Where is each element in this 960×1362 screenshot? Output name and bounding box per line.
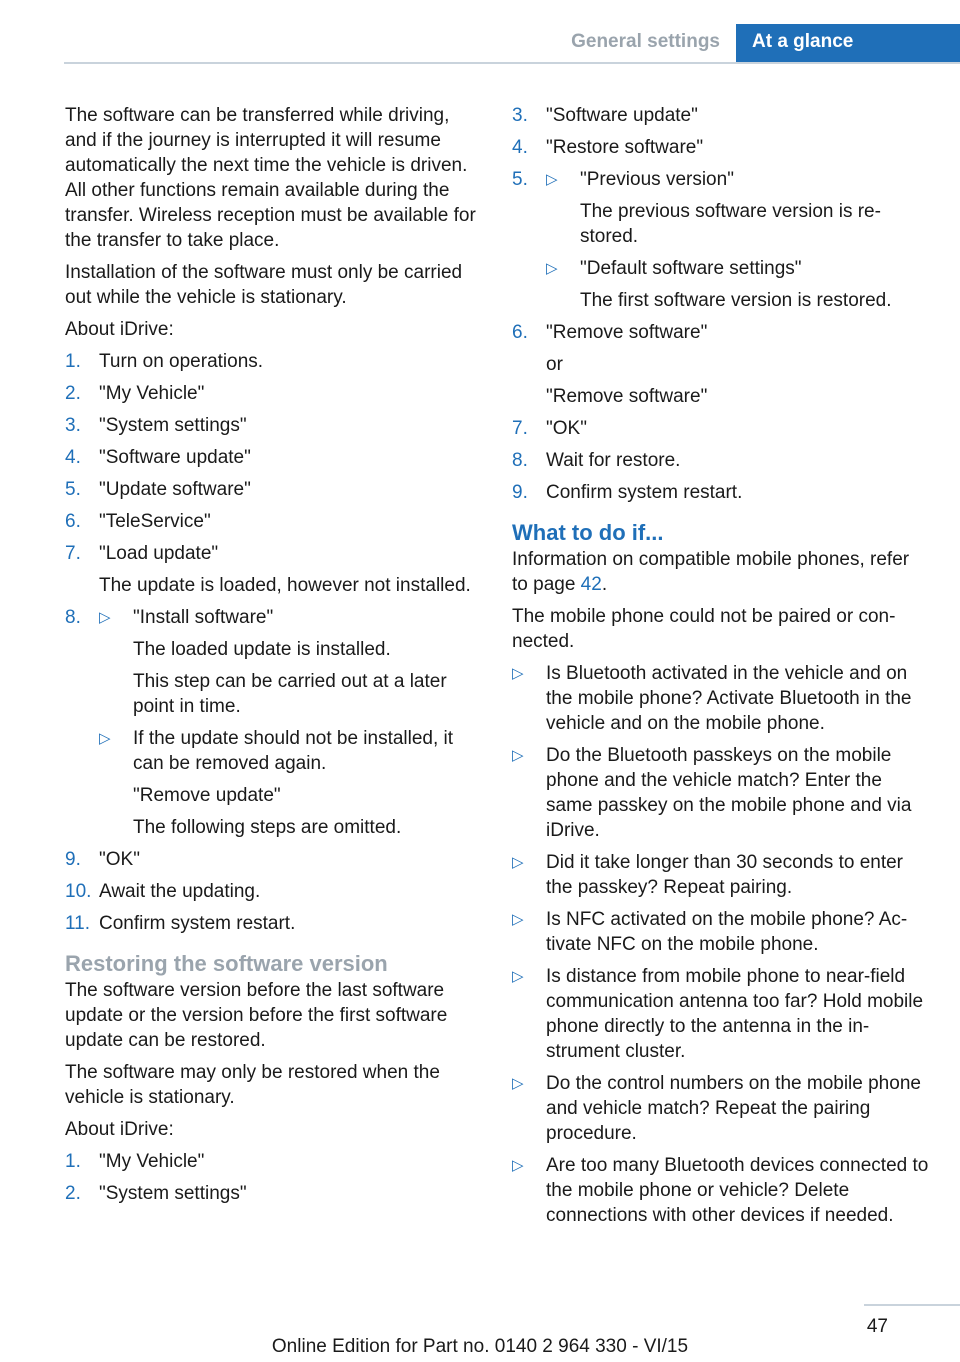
- step-note: "Remove software": [546, 386, 708, 407]
- list-item: [512, 416, 930, 441]
- step-text: "Software update": [546, 105, 698, 126]
- section-title: General settings: [571, 31, 720, 52]
- bullet-note: "Remove update": [133, 785, 281, 806]
- list-item: [65, 477, 480, 502]
- paragraph: The software may only be restored when the vehicle is stationary.: [65, 1062, 440, 1108]
- left-column: [65, 103, 480, 1213]
- step-number: 3.: [65, 415, 81, 436]
- step-text: "My Vehicle": [99, 383, 205, 404]
- bullet-text: Do the control numbers on the mobile phone and vehicle match? Repeat the pairing procedure.: [546, 1073, 921, 1144]
- triangle-bullet-icon: ▷: [99, 609, 111, 626]
- paragraph: [512, 547, 930, 597]
- bullet-item: [546, 167, 930, 249]
- step-number: 7.: [512, 418, 528, 439]
- triangle-bullet-icon: ▷: [512, 747, 524, 764]
- list-item: [512, 480, 930, 505]
- bullet-item: [99, 605, 480, 719]
- bullet-item: [512, 907, 930, 957]
- paragraph: About iDrive:: [65, 1119, 174, 1140]
- step-number: 7.: [65, 543, 81, 564]
- step-number: 6.: [512, 322, 528, 343]
- edition-footer: Online Edition for Part no. 0140 2 964 330 - VI/15: [271, 1336, 689, 1357]
- triangle-bullet-icon: ▷: [512, 911, 524, 928]
- text: Information on compatible mobile phones, refer to page: [512, 549, 910, 595]
- list-item: [512, 103, 930, 128]
- step-number: 10.: [65, 881, 92, 902]
- list-item: [512, 448, 930, 473]
- step-number: 1.: [65, 351, 81, 372]
- list-item: [512, 320, 930, 409]
- bullet-note: The loaded update is installed.: [133, 639, 391, 660]
- list-item: [65, 911, 480, 936]
- step-number: 8.: [65, 607, 81, 628]
- triangle-bullet-icon: ▷: [512, 968, 524, 985]
- paragraph: About iDrive:: [65, 319, 174, 340]
- paragraph: Installation of the software must only be carried out while the vehicle is stationary.: [65, 262, 463, 308]
- paragraph: The software version before the last software update or the version before the first software update can be restored.: [65, 980, 448, 1051]
- paragraph: The software can be transferred while driving, and if the journey is interrupted it will resume automatically the next time the vehicle is driven. All other functions remain available during the transfer. Wireless reception must be available for the transfer to take place.: [65, 105, 476, 251]
- chapter-tab: At a glance: [736, 24, 960, 62]
- step-number: 11.: [65, 913, 91, 934]
- troubleshooting-list: [512, 661, 930, 1228]
- bullet-text: "Install software": [133, 607, 274, 628]
- section-heading: What to do if...: [512, 520, 664, 545]
- triangle-bullet-icon: ▷: [99, 730, 111, 747]
- bullet-note: The first software version is restored.: [580, 290, 892, 311]
- update-steps-list: [65, 349, 480, 936]
- bullet-text: Are too many Bluetooth devices connected to the mobile phone or vehicle? Delete connections with other devices if needed.: [546, 1155, 929, 1226]
- list-item: [65, 413, 480, 438]
- list-item: [512, 135, 930, 160]
- bullet-note: The following steps are omitted.: [133, 817, 402, 838]
- step-number: 5.: [512, 169, 528, 190]
- bullet-text: "Previous version": [580, 169, 734, 190]
- bullet-item: [512, 1153, 930, 1228]
- page-link[interactable]: 42: [580, 574, 602, 595]
- page-number: 47: [866, 1316, 888, 1337]
- triangle-bullet-icon: ▷: [512, 854, 524, 871]
- list-item: [65, 381, 480, 406]
- bullet-item: [546, 256, 930, 313]
- paragraph: The mobile phone could not be paired or connected.: [512, 606, 896, 652]
- step-number: 1.: [65, 1151, 81, 1172]
- step-number: 2.: [65, 383, 81, 404]
- step-number: 4.: [65, 447, 81, 468]
- step-text: "TeleService": [99, 511, 211, 532]
- step-text: Wait for restore.: [546, 450, 681, 471]
- step-text: Turn on operations.: [99, 351, 264, 372]
- step-number: 9.: [512, 482, 528, 503]
- bullet-note: The previous software version is restored.: [580, 201, 881, 247]
- list-item: [65, 445, 480, 470]
- triangle-bullet-icon: ▷: [512, 1157, 524, 1174]
- list-item: [65, 847, 480, 872]
- bullet-item: [512, 661, 930, 736]
- triangle-bullet-icon: ▷: [546, 171, 558, 188]
- step-text: Await the updating.: [99, 881, 261, 902]
- step-text: "System settings": [99, 1183, 247, 1204]
- step-text: "Remove software": [546, 322, 708, 343]
- list-item: [65, 1149, 480, 1174]
- triangle-bullet-icon: ▷: [512, 665, 524, 682]
- bullet-text: "Default software settings": [580, 258, 802, 279]
- list-item: [65, 879, 480, 904]
- step-number: 2.: [65, 1183, 81, 1204]
- step-text: "OK": [546, 418, 587, 439]
- bullet-item: [512, 850, 930, 900]
- bullet-text: Did it take longer than 30 seconds to enter the passkey? Repeat pairing.: [546, 852, 904, 898]
- step-text: Confirm system restart.: [546, 482, 743, 503]
- bullet-item: [512, 964, 930, 1064]
- step-number: 6.: [65, 511, 81, 532]
- footer-divider: [864, 1304, 960, 1306]
- text: .: [601, 574, 608, 595]
- header-divider: [64, 62, 960, 64]
- bullet-item: [512, 743, 930, 843]
- step-note: The update is loaded, however not installed.: [99, 575, 471, 596]
- step-note: or: [546, 354, 563, 375]
- step-number: 8.: [512, 450, 528, 471]
- step-text: "My Vehicle": [99, 1151, 205, 1172]
- triangle-bullet-icon: ▷: [512, 1075, 524, 1092]
- bullet-note: This step can be carried out at a later point in time.: [133, 671, 447, 717]
- step-text: "OK": [99, 849, 140, 870]
- step-text: "Update software": [99, 479, 251, 500]
- bullet-text: Do the Bluetooth passkeys on the mobile phone and the vehicle match? Enter the same passkey on the mobile phone and via iDrive.: [546, 745, 912, 841]
- list-item: [65, 541, 480, 598]
- list-item: [65, 605, 480, 840]
- step-text: "System settings": [99, 415, 247, 436]
- step-number: 3.: [512, 105, 528, 126]
- step-text: "Restore software": [546, 137, 704, 158]
- step-text: "Load update": [99, 543, 219, 564]
- bullet-text: Is Bluetooth activated in the vehicle and on the mobile phone? Activate Bluetooth in the vehicle and on the mobile phone.: [546, 663, 912, 734]
- bullet-text: If the update should not be installed, it can be removed again.: [133, 728, 454, 774]
- step-number: 9.: [65, 849, 81, 870]
- right-column: [512, 103, 930, 1235]
- section-heading: Restoring the software version: [65, 951, 388, 976]
- step-text: "Software update": [99, 447, 251, 468]
- step-number: 5.: [65, 479, 81, 500]
- bullet-item: [512, 1071, 930, 1146]
- step-number: 4.: [512, 137, 528, 158]
- bullet-item: [99, 726, 480, 840]
- list-item: [65, 1181, 480, 1206]
- step-text: Confirm system restart.: [99, 913, 296, 934]
- bullet-text: Is distance from mobile phone to near-field communication antenna too far? Hold mobile phone directly to the antenna in the instrument cluster.: [546, 966, 924, 1062]
- bullet-text: Is NFC activated on the mobile phone? Activate NFC on the mobile phone.: [546, 909, 908, 955]
- triangle-bullet-icon: ▷: [546, 260, 558, 277]
- list-item: [65, 349, 480, 374]
- list-item: [65, 509, 480, 534]
- list-item: [512, 167, 930, 313]
